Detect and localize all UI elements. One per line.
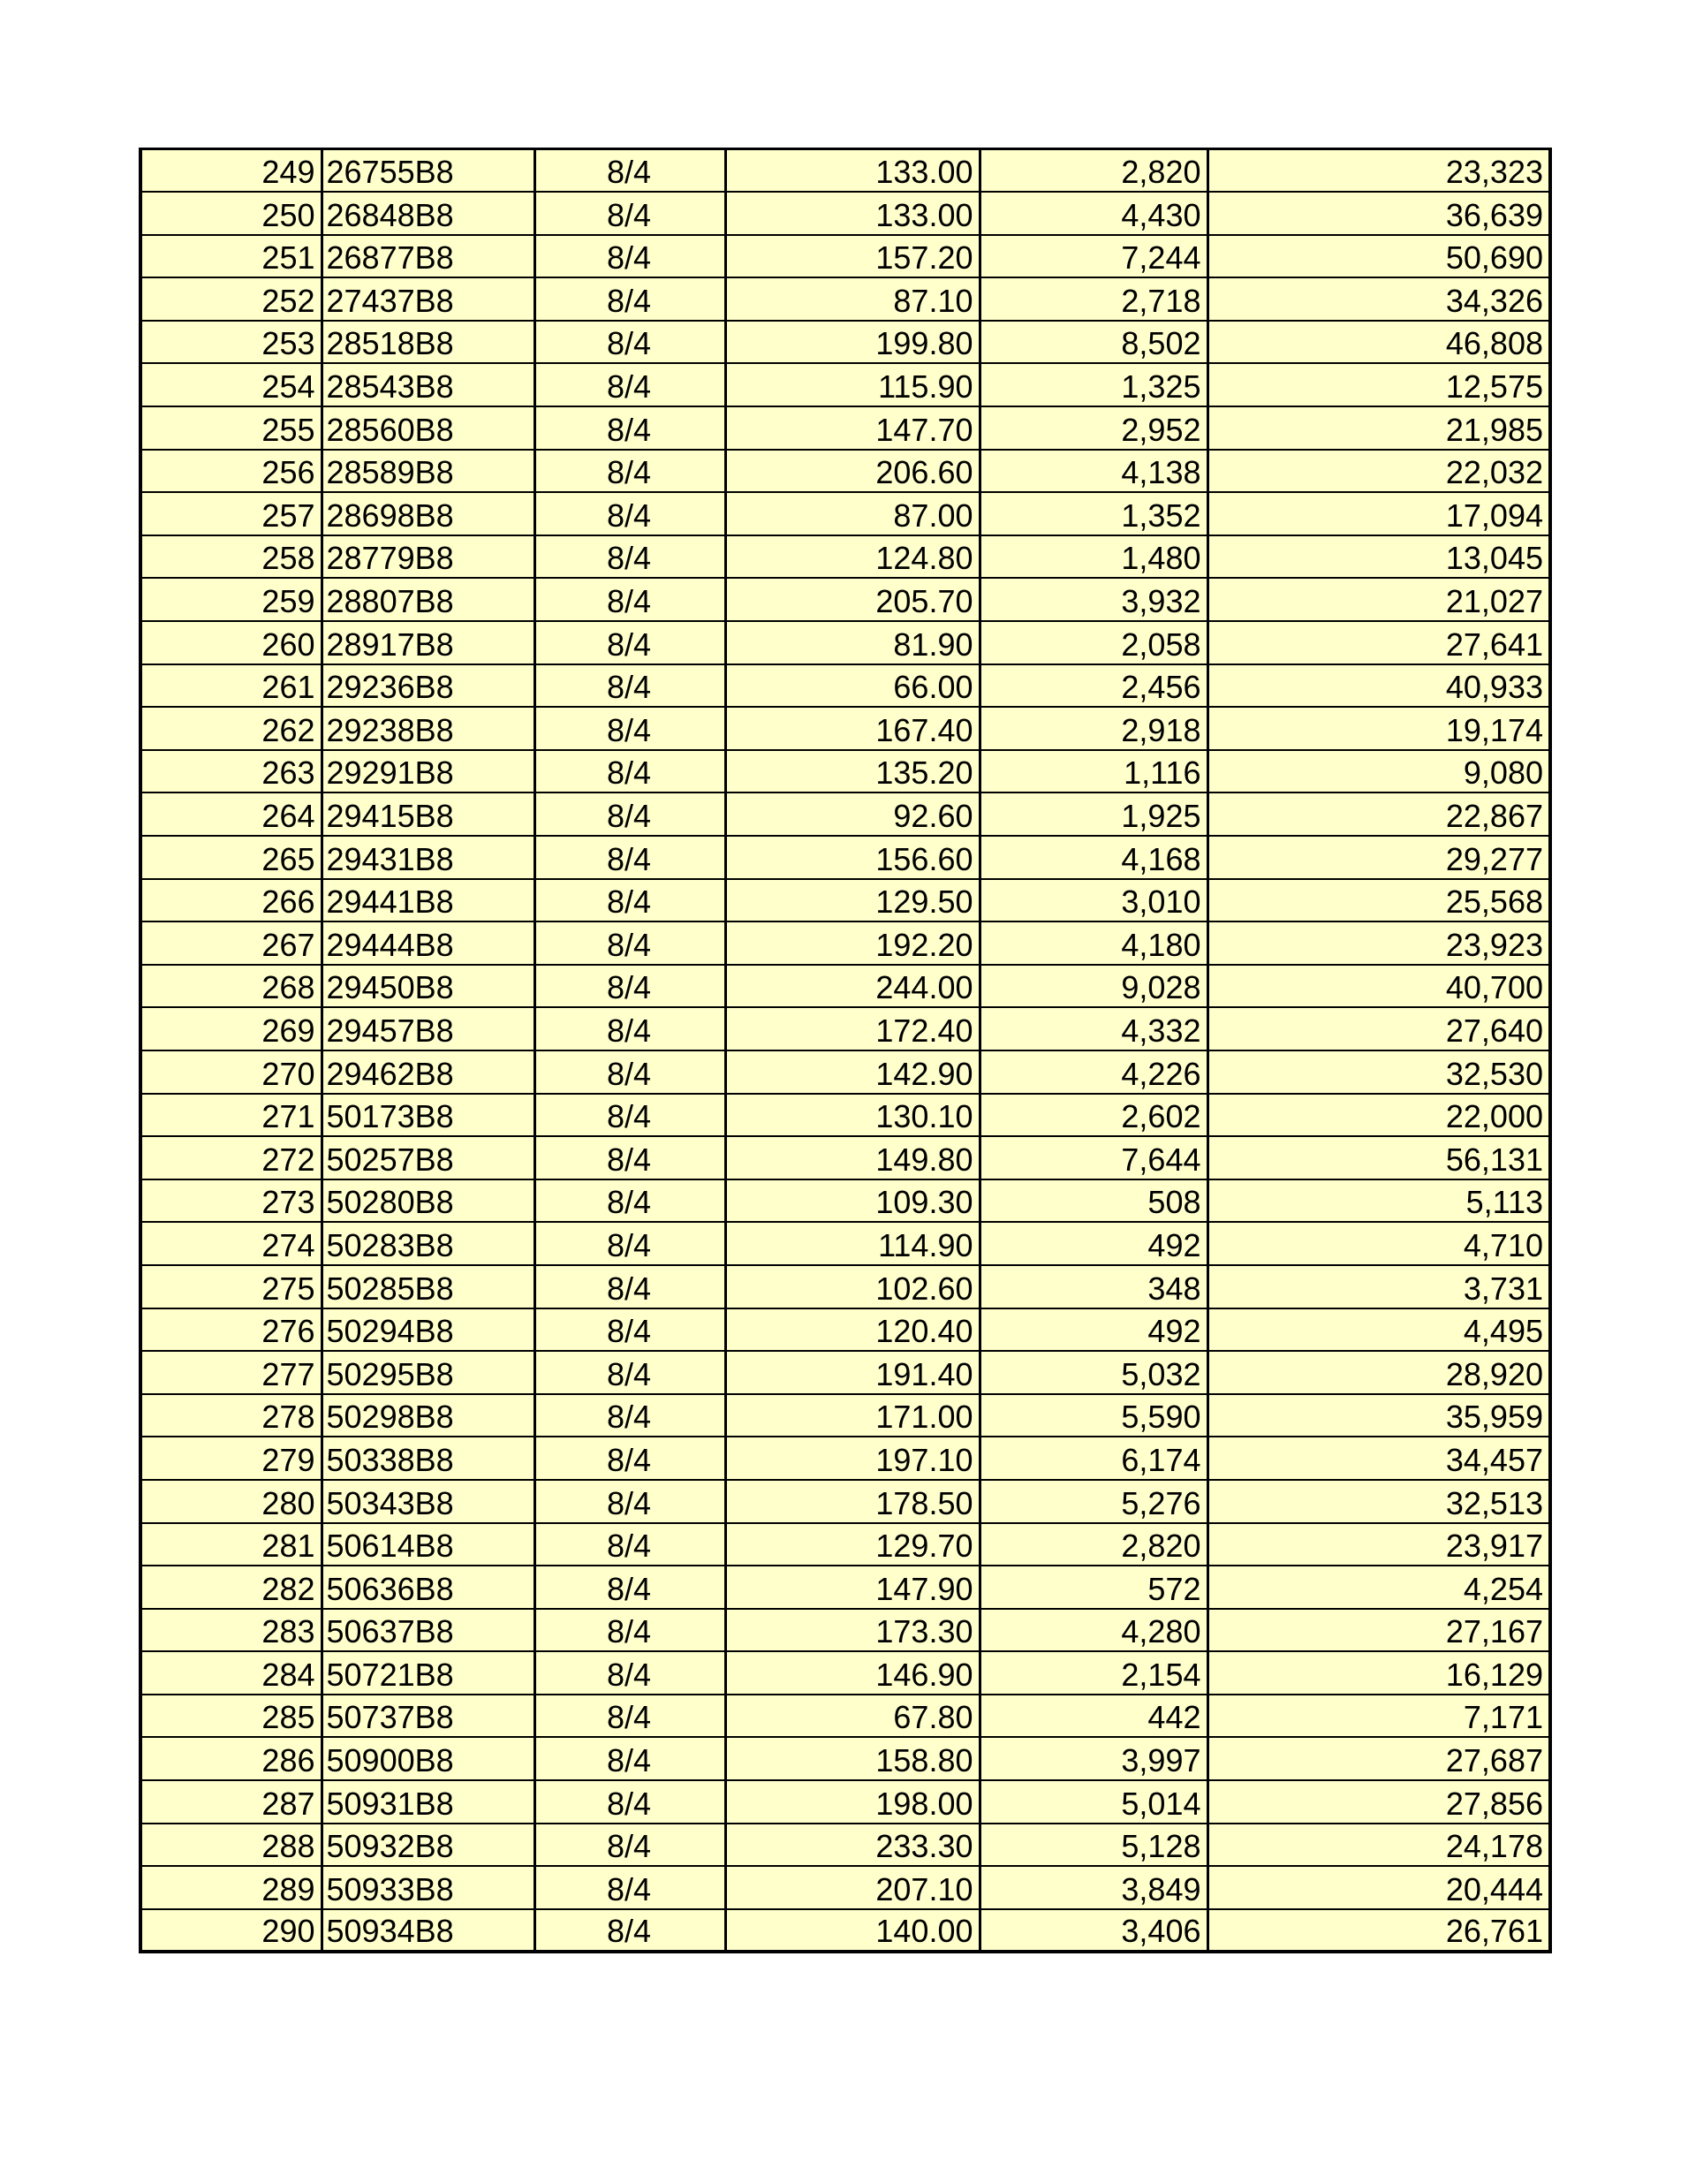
item-id-cell: 50636B8 (322, 1566, 534, 1609)
value-cell-1: 67.80 (725, 1695, 980, 1738)
value-cell-2: 4,430 (980, 192, 1207, 235)
value-cell-2: 4,168 (980, 836, 1207, 879)
table-row (140, 664, 1550, 708)
thickness-cell: 8/4 (534, 1308, 725, 1352)
value-cell-1: 205.70 (725, 578, 980, 621)
value-cell-2: 2,820 (980, 1523, 1207, 1566)
row-number-cell: 252 (140, 277, 322, 321)
thickness-cell: 8/4 (534, 406, 725, 450)
row-number-cell: 277 (140, 1351, 322, 1394)
value-cell-2: 442 (980, 1695, 1207, 1738)
value-cell-2: 2,456 (980, 664, 1207, 708)
item-id-cell: 50295B8 (322, 1351, 534, 1394)
value-cell-3: 5,113 (1207, 1179, 1550, 1223)
value-cell-2: 4,180 (980, 921, 1207, 965)
value-cell-2: 492 (980, 1222, 1207, 1265)
thickness-cell: 8/4 (534, 1780, 725, 1824)
table-row (140, 1222, 1550, 1265)
thickness-cell: 8/4 (534, 836, 725, 879)
row-number-cell: 271 (140, 1094, 322, 1137)
item-id-cell: 50932B8 (322, 1824, 534, 1867)
value-cell-3: 16,129 (1207, 1651, 1550, 1695)
item-id-cell: 28518B8 (322, 321, 534, 364)
value-cell-3: 22,032 (1207, 450, 1550, 493)
value-cell-3: 27,856 (1207, 1780, 1550, 1824)
value-cell-1: 133.00 (725, 149, 980, 193)
row-number-cell: 254 (140, 363, 322, 406)
table-row (140, 1308, 1550, 1352)
value-cell-3: 46,808 (1207, 321, 1550, 364)
value-cell-2: 2,918 (980, 707, 1207, 750)
value-cell-1: 129.50 (725, 879, 980, 922)
item-id-cell: 29238B8 (322, 707, 534, 750)
thickness-cell: 8/4 (534, 1737, 725, 1780)
table-row (140, 321, 1550, 364)
value-cell-2: 1,116 (980, 750, 1207, 793)
thickness-cell: 8/4 (534, 1866, 725, 1909)
value-cell-2: 1,352 (980, 492, 1207, 535)
table-row (140, 879, 1550, 922)
value-cell-1: 206.60 (725, 450, 980, 493)
table-row (140, 1480, 1550, 1523)
value-cell-3: 35,959 (1207, 1394, 1550, 1437)
value-cell-2: 3,932 (980, 578, 1207, 621)
table-row (140, 750, 1550, 793)
value-cell-3: 56,131 (1207, 1136, 1550, 1179)
value-cell-2: 7,244 (980, 235, 1207, 278)
table-row (140, 792, 1550, 836)
table-row (140, 450, 1550, 493)
value-cell-1: 114.90 (725, 1222, 980, 1265)
table-row (140, 1179, 1550, 1223)
value-cell-3: 7,171 (1207, 1695, 1550, 1738)
value-cell-1: 142.90 (725, 1050, 980, 1094)
value-cell-2: 4,332 (980, 1007, 1207, 1050)
value-cell-3: 9,080 (1207, 750, 1550, 793)
item-id-cell: 50257B8 (322, 1136, 534, 1179)
item-id-cell: 29444B8 (322, 921, 534, 965)
thickness-cell: 8/4 (534, 192, 725, 235)
value-cell-2: 3,997 (980, 1737, 1207, 1780)
item-id-cell: 50280B8 (322, 1179, 534, 1223)
table-row (140, 406, 1550, 450)
value-cell-1: 199.80 (725, 321, 980, 364)
value-cell-1: 133.00 (725, 192, 980, 235)
thickness-cell: 8/4 (534, 965, 725, 1008)
row-number-cell: 262 (140, 707, 322, 750)
row-number-cell: 269 (140, 1007, 322, 1050)
value-cell-2: 4,226 (980, 1050, 1207, 1094)
value-cell-3: 4,710 (1207, 1222, 1550, 1265)
value-cell-1: 149.80 (725, 1136, 980, 1179)
item-id-cell: 50338B8 (322, 1437, 534, 1480)
table-row (140, 921, 1550, 965)
table-row (140, 492, 1550, 535)
row-number-cell: 281 (140, 1523, 322, 1566)
value-cell-1: 109.30 (725, 1179, 980, 1223)
thickness-cell: 8/4 (534, 450, 725, 493)
item-id-cell: 29236B8 (322, 664, 534, 708)
row-number-cell: 250 (140, 192, 322, 235)
thickness-cell: 8/4 (534, 235, 725, 278)
value-cell-1: 81.90 (725, 621, 980, 664)
thickness-cell: 8/4 (534, 1480, 725, 1523)
item-id-cell: 28589B8 (322, 450, 534, 493)
value-cell-2: 5,014 (980, 1780, 1207, 1824)
value-cell-1: 233.30 (725, 1824, 980, 1867)
item-id-cell: 28560B8 (322, 406, 534, 450)
value-cell-3: 21,985 (1207, 406, 1550, 450)
value-cell-2: 1,325 (980, 363, 1207, 406)
table-row (140, 1523, 1550, 1566)
row-number-cell: 263 (140, 750, 322, 793)
value-cell-2: 6,174 (980, 1437, 1207, 1480)
row-number-cell: 266 (140, 879, 322, 922)
value-cell-2: 5,128 (980, 1824, 1207, 1867)
item-id-cell: 29291B8 (322, 750, 534, 793)
thickness-cell: 8/4 (534, 1523, 725, 1566)
value-cell-1: 156.60 (725, 836, 980, 879)
value-cell-1: 158.80 (725, 1737, 980, 1780)
thickness-cell: 8/4 (534, 750, 725, 793)
item-id-cell: 29441B8 (322, 879, 534, 922)
value-cell-3: 29,277 (1207, 836, 1550, 879)
row-number-cell: 279 (140, 1437, 322, 1480)
item-id-cell: 50737B8 (322, 1695, 534, 1738)
thickness-cell: 8/4 (534, 363, 725, 406)
table-row (140, 1737, 1550, 1780)
value-cell-1: 102.60 (725, 1265, 980, 1308)
item-id-cell: 50931B8 (322, 1780, 534, 1824)
thickness-cell: 8/4 (534, 707, 725, 750)
table-row (140, 1265, 1550, 1308)
thickness-cell: 8/4 (534, 1566, 725, 1609)
item-id-cell: 29431B8 (322, 836, 534, 879)
row-number-cell: 275 (140, 1265, 322, 1308)
value-cell-3: 22,867 (1207, 792, 1550, 836)
row-number-cell: 261 (140, 664, 322, 708)
thickness-cell: 8/4 (534, 277, 725, 321)
table-row (140, 1824, 1550, 1867)
value-cell-1: 207.10 (725, 1866, 980, 1909)
value-cell-3: 40,700 (1207, 965, 1550, 1008)
thickness-cell: 8/4 (534, 621, 725, 664)
value-cell-1: 173.30 (725, 1609, 980, 1652)
value-cell-3: 23,323 (1207, 149, 1550, 193)
value-cell-2: 2,602 (980, 1094, 1207, 1137)
value-cell-1: 66.00 (725, 664, 980, 708)
thickness-cell: 8/4 (534, 1651, 725, 1695)
value-cell-3: 32,513 (1207, 1480, 1550, 1523)
thickness-cell: 8/4 (534, 1909, 725, 1953)
table-row (140, 535, 1550, 579)
value-cell-3: 22,000 (1207, 1094, 1550, 1137)
table-row (140, 235, 1550, 278)
item-id-cell: 50933B8 (322, 1866, 534, 1909)
value-cell-1: 92.60 (725, 792, 980, 836)
item-id-cell: 27437B8 (322, 277, 534, 321)
thickness-cell: 8/4 (534, 879, 725, 922)
item-id-cell: 29462B8 (322, 1050, 534, 1094)
row-number-cell: 289 (140, 1866, 322, 1909)
value-cell-3: 4,495 (1207, 1308, 1550, 1352)
row-number-cell: 276 (140, 1308, 322, 1352)
thickness-cell: 8/4 (534, 1136, 725, 1179)
value-cell-2: 348 (980, 1265, 1207, 1308)
table-row (140, 1695, 1550, 1738)
value-cell-2: 508 (980, 1179, 1207, 1223)
table-row (140, 836, 1550, 879)
table-row (140, 1136, 1550, 1179)
value-cell-3: 27,640 (1207, 1007, 1550, 1050)
value-cell-3: 27,641 (1207, 621, 1550, 664)
value-cell-3: 23,917 (1207, 1523, 1550, 1566)
value-cell-1: 178.50 (725, 1480, 980, 1523)
value-cell-1: 87.00 (725, 492, 980, 535)
value-cell-3: 21,027 (1207, 578, 1550, 621)
value-cell-3: 25,568 (1207, 879, 1550, 922)
thickness-cell: 8/4 (534, 1437, 725, 1480)
row-number-cell: 264 (140, 792, 322, 836)
value-cell-3: 27,687 (1207, 1737, 1550, 1780)
value-cell-1: 244.00 (725, 965, 980, 1008)
table-row (140, 965, 1550, 1008)
thickness-cell: 8/4 (534, 1609, 725, 1652)
value-cell-3: 12,575 (1207, 363, 1550, 406)
value-cell-3: 34,457 (1207, 1437, 1550, 1480)
table-row (140, 363, 1550, 406)
thickness-cell: 8/4 (534, 1094, 725, 1137)
table-row (140, 1394, 1550, 1437)
item-id-cell: 28917B8 (322, 621, 534, 664)
thickness-cell: 8/4 (534, 1050, 725, 1094)
thickness-cell: 8/4 (534, 792, 725, 836)
value-cell-3: 40,933 (1207, 664, 1550, 708)
value-cell-2: 5,276 (980, 1480, 1207, 1523)
value-cell-1: 197.10 (725, 1437, 980, 1480)
value-cell-3: 36,639 (1207, 192, 1550, 235)
row-number-cell: 287 (140, 1780, 322, 1824)
row-number-cell: 283 (140, 1609, 322, 1652)
row-number-cell: 285 (140, 1695, 322, 1738)
thickness-cell: 8/4 (534, 578, 725, 621)
row-number-cell: 284 (140, 1651, 322, 1695)
value-cell-3: 13,045 (1207, 535, 1550, 579)
row-number-cell: 260 (140, 621, 322, 664)
value-cell-3: 4,254 (1207, 1566, 1550, 1609)
thickness-cell: 8/4 (534, 1351, 725, 1394)
row-number-cell: 290 (140, 1909, 322, 1953)
table-row (140, 578, 1550, 621)
thickness-cell: 8/4 (534, 1695, 725, 1738)
value-cell-2: 2,820 (980, 149, 1207, 193)
table-row (140, 1050, 1550, 1094)
value-cell-2: 2,154 (980, 1651, 1207, 1695)
table-row (140, 1866, 1550, 1909)
row-number-cell: 256 (140, 450, 322, 493)
value-cell-2: 1,480 (980, 535, 1207, 579)
value-cell-1: 191.40 (725, 1351, 980, 1394)
value-cell-3: 17,094 (1207, 492, 1550, 535)
item-id-cell: 50343B8 (322, 1480, 534, 1523)
row-number-cell: 273 (140, 1179, 322, 1223)
table-body (140, 149, 1550, 1953)
thickness-cell: 8/4 (534, 1394, 725, 1437)
table-row (140, 1094, 1550, 1137)
table-row (140, 1351, 1550, 1394)
thickness-cell: 8/4 (534, 1824, 725, 1867)
value-cell-1: 171.00 (725, 1394, 980, 1437)
item-id-cell: 50298B8 (322, 1394, 534, 1437)
value-cell-2: 5,590 (980, 1394, 1207, 1437)
item-id-cell: 29457B8 (322, 1007, 534, 1050)
thickness-cell: 8/4 (534, 492, 725, 535)
item-id-cell: 28698B8 (322, 492, 534, 535)
row-number-cell: 282 (140, 1566, 322, 1609)
item-id-cell: 29450B8 (322, 965, 534, 1008)
value-cell-1: 87.10 (725, 277, 980, 321)
thickness-cell: 8/4 (534, 921, 725, 965)
row-number-cell: 265 (140, 836, 322, 879)
item-id-cell: 28807B8 (322, 578, 534, 621)
data-table (139, 148, 1552, 1953)
item-id-cell: 50614B8 (322, 1523, 534, 1566)
item-id-cell: 28779B8 (322, 535, 534, 579)
value-cell-2: 2,952 (980, 406, 1207, 450)
value-cell-1: 157.20 (725, 235, 980, 278)
table-row (140, 277, 1550, 321)
value-cell-3: 20,444 (1207, 1866, 1550, 1909)
item-id-cell: 50934B8 (322, 1909, 534, 1953)
value-cell-3: 27,167 (1207, 1609, 1550, 1652)
item-id-cell: 26877B8 (322, 235, 534, 278)
value-cell-3: 3,731 (1207, 1265, 1550, 1308)
row-number-cell: 288 (140, 1824, 322, 1867)
item-id-cell: 50173B8 (322, 1094, 534, 1137)
item-id-cell: 50285B8 (322, 1265, 534, 1308)
value-cell-1: 124.80 (725, 535, 980, 579)
value-cell-1: 167.40 (725, 707, 980, 750)
value-cell-3: 50,690 (1207, 235, 1550, 278)
row-number-cell: 267 (140, 921, 322, 965)
item-id-cell: 50294B8 (322, 1308, 534, 1352)
value-cell-2: 7,644 (980, 1136, 1207, 1179)
table-row (140, 1651, 1550, 1695)
row-number-cell: 255 (140, 406, 322, 450)
value-cell-2: 4,138 (980, 450, 1207, 493)
table-row (140, 1909, 1550, 1953)
table-row (140, 1609, 1550, 1652)
thickness-cell: 8/4 (534, 535, 725, 579)
row-number-cell: 270 (140, 1050, 322, 1094)
thickness-cell: 8/4 (534, 321, 725, 364)
value-cell-1: 147.90 (725, 1566, 980, 1609)
item-id-cell: 50283B8 (322, 1222, 534, 1265)
row-number-cell: 286 (140, 1737, 322, 1780)
value-cell-2: 9,028 (980, 965, 1207, 1008)
value-cell-2: 2,058 (980, 621, 1207, 664)
item-id-cell: 50900B8 (322, 1737, 534, 1780)
row-number-cell: 274 (140, 1222, 322, 1265)
value-cell-2: 5,032 (980, 1351, 1207, 1394)
value-cell-1: 115.90 (725, 363, 980, 406)
value-cell-1: 147.70 (725, 406, 980, 450)
item-id-cell: 50721B8 (322, 1651, 534, 1695)
row-number-cell: 258 (140, 535, 322, 579)
value-cell-2: 3,849 (980, 1866, 1207, 1909)
value-cell-1: 146.90 (725, 1651, 980, 1695)
row-number-cell: 268 (140, 965, 322, 1008)
value-cell-1: 130.10 (725, 1094, 980, 1137)
value-cell-3: 19,174 (1207, 707, 1550, 750)
value-cell-1: 198.00 (725, 1780, 980, 1824)
value-cell-1: 120.40 (725, 1308, 980, 1352)
row-number-cell: 280 (140, 1480, 322, 1523)
item-id-cell: 26848B8 (322, 192, 534, 235)
item-id-cell: 50637B8 (322, 1609, 534, 1652)
thickness-cell: 8/4 (534, 664, 725, 708)
thickness-cell: 8/4 (534, 149, 725, 193)
item-id-cell: 26755B8 (322, 149, 534, 193)
value-cell-1: 129.70 (725, 1523, 980, 1566)
value-cell-2: 572 (980, 1566, 1207, 1609)
item-id-cell: 28543B8 (322, 363, 534, 406)
thickness-cell: 8/4 (534, 1222, 725, 1265)
value-cell-2: 492 (980, 1308, 1207, 1352)
value-cell-3: 26,761 (1207, 1909, 1550, 1953)
thickness-cell: 8/4 (534, 1179, 725, 1223)
table-row (140, 192, 1550, 235)
row-number-cell: 272 (140, 1136, 322, 1179)
table-row (140, 1437, 1550, 1480)
row-number-cell: 251 (140, 235, 322, 278)
value-cell-2: 4,280 (980, 1609, 1207, 1652)
value-cell-1: 140.00 (725, 1909, 980, 1953)
table-row (140, 1007, 1550, 1050)
value-cell-1: 192.20 (725, 921, 980, 965)
value-cell-3: 24,178 (1207, 1824, 1550, 1867)
row-number-cell: 253 (140, 321, 322, 364)
thickness-cell: 8/4 (534, 1007, 725, 1050)
value-cell-3: 28,920 (1207, 1351, 1550, 1394)
value-cell-2: 1,925 (980, 792, 1207, 836)
table-row (140, 1566, 1550, 1609)
value-cell-1: 172.40 (725, 1007, 980, 1050)
value-cell-3: 23,923 (1207, 921, 1550, 965)
value-cell-2: 3,406 (980, 1909, 1207, 1953)
value-cell-3: 32,530 (1207, 1050, 1550, 1094)
thickness-cell: 8/4 (534, 1265, 725, 1308)
table-row (140, 149, 1550, 193)
row-number-cell: 257 (140, 492, 322, 535)
value-cell-2: 3,010 (980, 879, 1207, 922)
row-number-cell: 278 (140, 1394, 322, 1437)
value-cell-3: 34,326 (1207, 277, 1550, 321)
table-row (140, 621, 1550, 664)
value-cell-2: 8,502 (980, 321, 1207, 364)
value-cell-2: 2,718 (980, 277, 1207, 321)
row-number-cell: 259 (140, 578, 322, 621)
table-row (140, 1780, 1550, 1824)
value-cell-1: 135.20 (725, 750, 980, 793)
item-id-cell: 29415B8 (322, 792, 534, 836)
row-number-cell: 249 (140, 149, 322, 193)
table-row (140, 707, 1550, 750)
